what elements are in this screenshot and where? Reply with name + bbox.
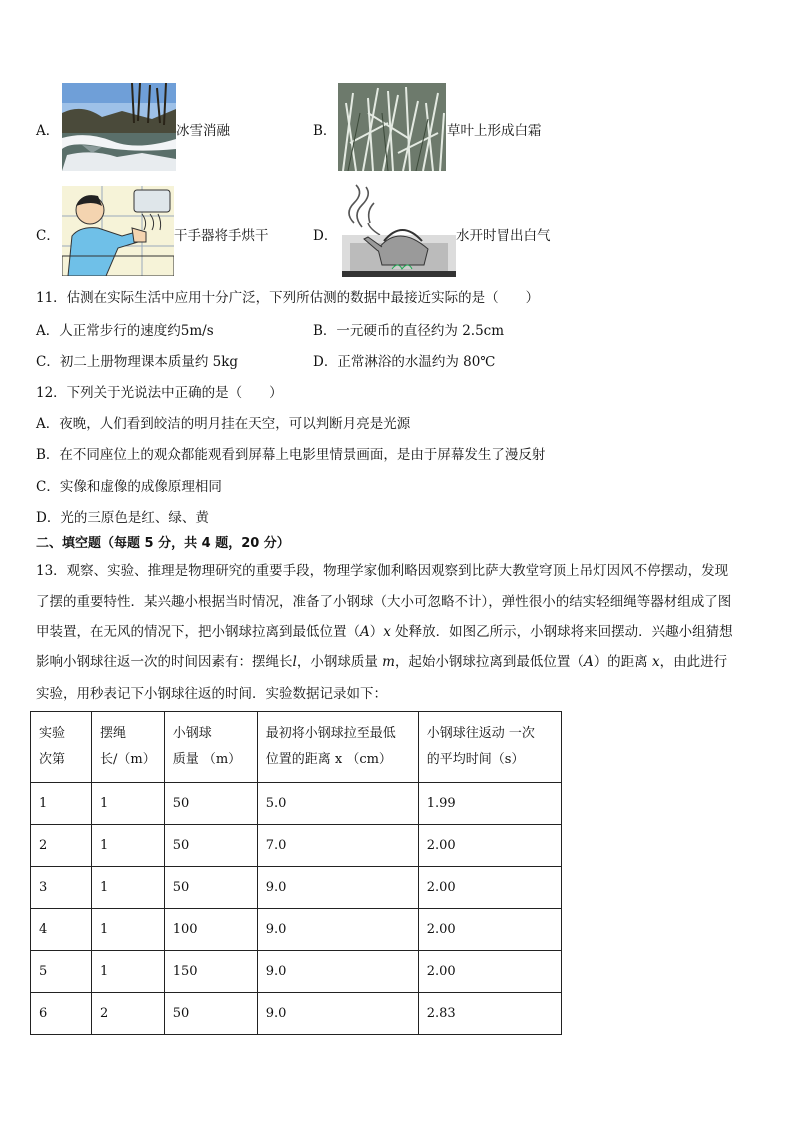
q12-stem: 12．下列关于光说法中正确的是（ ） [36, 385, 283, 401]
text-span: ，小钢球质量 [296, 654, 383, 670]
table-cell: 50 [164, 993, 257, 1035]
var-a: A [583, 654, 594, 670]
q11-option-a: A．人正常步行的速度约5m/s [36, 323, 214, 339]
text-span: ） [369, 624, 384, 640]
q11-option-c: C．初二上册物理课本质量约 5kg [36, 354, 239, 370]
header-line: 最初将小钢球拉至最低 [265, 726, 396, 741]
table-cell: 100 [164, 909, 257, 951]
header-line: 质量 （m） [172, 752, 242, 767]
option-c-letter: C． [36, 228, 60, 244]
table-cell: 6 [31, 993, 92, 1035]
text-span: ）的距离 [593, 654, 652, 670]
table-cell: 1 [92, 825, 165, 867]
q13-line-4 [36, 652, 727, 672]
table-cell: 1 [92, 951, 165, 993]
text-span: 处释放．如图乙所示，小钢球将来回摆动．兴趣小组猜想 [390, 624, 733, 640]
header-cell [418, 712, 561, 783]
q11-option-d: D．正常淋浴的水温约为 80℃ [313, 354, 496, 370]
q11-stem: 11．估测在实际生活中应用十分广泛，下列所估测的数据中最接近实际的是（ ） [36, 290, 540, 306]
table-cell: 5 [31, 951, 92, 993]
table-cell: 2.83 [418, 993, 561, 1035]
header-line: 摆绳 [100, 726, 127, 741]
header-line: 小钢球 [172, 726, 212, 741]
var-l: l [292, 654, 297, 670]
table-header-row [31, 712, 562, 783]
table-cell: 1 [31, 783, 92, 825]
table-cell: 3 [31, 867, 92, 909]
table-cell: 9.0 [257, 867, 418, 909]
table-cell: 9.0 [257, 909, 418, 951]
var-x: x [651, 654, 660, 670]
table-cell: 7.0 [257, 825, 418, 867]
text-span: ，由此进行 [659, 654, 728, 670]
table-cell: 50 [164, 783, 257, 825]
table-cell: 2 [92, 993, 165, 1035]
header-line: 的平均时间（s） [426, 752, 525, 767]
option-d-caption: 水开时冒出白气 [456, 228, 551, 244]
option-d-letter: D． [313, 228, 338, 244]
table-row [31, 783, 562, 825]
table-cell: 2.00 [418, 951, 561, 993]
table-cell: 1.99 [418, 783, 561, 825]
q12-option-a: A．夜晚，人们看到皎洁的明月挂在天空，可以判断月亮是光源 [36, 416, 411, 432]
q11-option-b: B．一元硬币的直径约为 2.5cm [313, 323, 505, 339]
frost-on-grass-image [338, 83, 446, 171]
q13-line-2: 了摆的重要特性．某兴趣小根据当时情况，准备了小钢球（大小可忽略不计），弹性很小的结实轻细绳等器材组成了图 [36, 594, 732, 610]
q13-line-5: 实验，用秒表记下小钢球往返的时间．实验数据记录如下： [36, 686, 387, 702]
table-cell: 1 [92, 783, 165, 825]
var-x: x [383, 624, 391, 640]
text-span: 甲装置，在无风的情况下，把小钢球拉离到最低位置（ [36, 624, 360, 640]
header-cell [164, 712, 257, 783]
table-row [31, 825, 562, 867]
ice-melting-image [62, 83, 176, 171]
table-cell: 50 [164, 825, 257, 867]
header-cell [257, 712, 418, 783]
var-a: A [360, 624, 370, 640]
header-line: 次第 [39, 752, 66, 767]
hand-dryer-image [62, 186, 174, 276]
table-cell: 2.00 [418, 825, 561, 867]
q12-option-c: C．实像和虚像的成像原理相同 [36, 479, 222, 495]
table-row [31, 951, 562, 993]
table-cell: 9.0 [257, 993, 418, 1035]
header-cell [92, 712, 165, 783]
q13-line-1: 13．观察、实验、推理是物理研究的重要手段，物理学家伽利略因观察到比萨大教堂穹顶上吊灯因风不停摆动，发现 [36, 563, 729, 579]
text-span: 影响小钢球往返一次的时间因素有：摆绳长 [36, 654, 293, 670]
var-m: m [382, 654, 395, 670]
option-a-letter: A． [36, 123, 60, 139]
table-row [31, 993, 562, 1035]
table-cell: 2.00 [418, 909, 561, 951]
table-cell: 50 [164, 867, 257, 909]
option-c-caption: 干手器将手烘干 [174, 228, 269, 244]
table-row [31, 909, 562, 951]
table-cell: 4 [31, 909, 92, 951]
table-row [31, 867, 562, 909]
q12-option-b: B．在不同座位上的观众都能观看到屏幕上电影里情景画面，是由于屏幕发生了漫反射 [36, 447, 546, 463]
header-line: 小钢球往返动 一次 [426, 726, 535, 741]
table-cell: 2.00 [418, 867, 561, 909]
q13-line-3 [36, 622, 733, 642]
boiling-kettle-image [340, 183, 456, 277]
header-line: 实验 [39, 726, 66, 741]
option-b-caption: 草叶上形成白霜 [447, 123, 542, 139]
table-cell: 1 [92, 867, 165, 909]
option-b-letter: B． [313, 123, 337, 139]
header-line: 位置的距离 x （cm） [265, 752, 392, 767]
text-span: ，起始小钢球拉离到最低位置（ [394, 654, 584, 670]
header-line: 长/（m） [100, 752, 156, 767]
experiment-table [30, 711, 562, 1035]
header-cell [31, 712, 92, 783]
section-heading: 二、填空题（每题 5 分，共 4 题，20 分） [36, 536, 290, 551]
table-cell: 150 [164, 951, 257, 993]
q12-option-d: D．光的三原色是红、绿、黄 [36, 510, 209, 526]
option-a-caption: 冰雪消融 [176, 123, 230, 139]
table-cell: 5.0 [257, 783, 418, 825]
table-cell: 2 [31, 825, 92, 867]
table-cell: 9.0 [257, 951, 418, 993]
table-cell: 1 [92, 909, 165, 951]
